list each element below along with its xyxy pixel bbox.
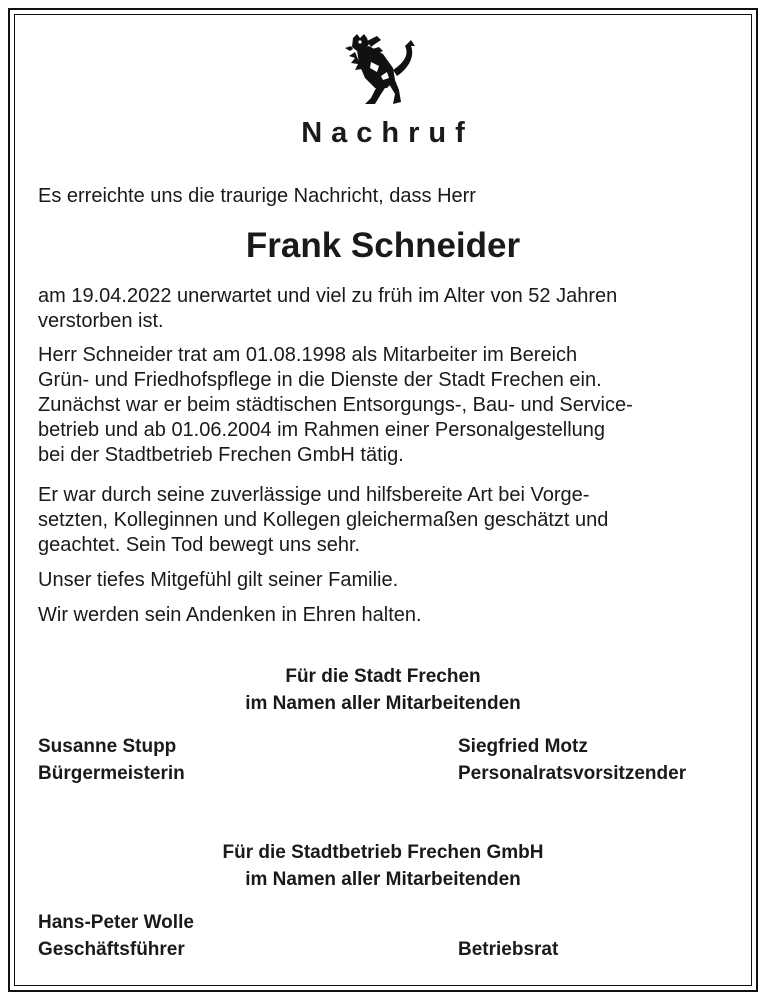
- text-line: verstorben ist.: [38, 310, 164, 332]
- signature-left-company: [38, 909, 194, 963]
- paragraph-3: [38, 483, 732, 558]
- city-heading-line2: im Namen aller Mitarbeitenden: [245, 693, 521, 714]
- text-line: bei der Stadtbetrieb Frechen GmbH tätig.: [38, 444, 404, 466]
- page-title: Nachruf: [301, 117, 474, 149]
- paragraph-2: [38, 343, 732, 468]
- company-heading-line1: Für die Stadtbetrieb Frechen GmbH: [222, 842, 544, 863]
- signer-name: Siegfried Motz: [458, 736, 588, 757]
- signer-role: Personalratsvorsitzender: [458, 763, 687, 784]
- company-section-heading: [0, 839, 766, 893]
- intro-text: Es erreichte uns die traurige Nachricht, dass Herr: [38, 185, 476, 207]
- lion-crest-icon: [343, 32, 419, 108]
- city-heading-line1: Für die Stadt Frechen: [285, 666, 481, 687]
- text-line: Herr Schneider trat am 01.08.1998 als Mitarbeiter im Bereich: [38, 344, 578, 366]
- text-line: Er war durch seine zuverlässige und hilfsbereite Art bei Vorge-: [38, 484, 590, 506]
- signature-left-city: [38, 733, 185, 787]
- text-line: Wir werden sein Andenken in Ehren halten.: [38, 604, 422, 626]
- signer-name: Susanne Stupp: [38, 736, 177, 757]
- signer-role: Bürgermeisterin: [38, 763, 185, 784]
- text-line: geachtet. Sein Tod bewegt uns sehr.: [38, 534, 361, 556]
- text-line: Unser tiefes Mitgefühl gilt seiner Familie.: [38, 569, 399, 591]
- text-line: am 19.04.2022 unerwartet und viel zu früh im Alter von 52 Jahren: [38, 285, 618, 307]
- paragraph-1: [38, 284, 732, 334]
- text-line: Grün- und Friedhofspflege in die Dienste der Stadt Frechen ein.: [38, 369, 602, 391]
- signature-right-city: [458, 733, 686, 787]
- city-section-heading: [0, 663, 766, 717]
- text-line: setzten, Kolleginnen und Kollegen gleichermaßen geschätzt und: [38, 509, 609, 531]
- company-heading-line2: im Namen aller Mitarbeitenden: [245, 869, 521, 890]
- paragraph-5: [38, 603, 732, 628]
- text-line: Zunächst war er beim städtischen Entsorgungs-, Bau- und Service-: [38, 394, 633, 416]
- signer-name: Hans-Peter Wolle: [38, 912, 194, 933]
- signer-role: Geschäftsführer: [38, 939, 185, 960]
- signer-role: Betriebsrat: [458, 939, 559, 960]
- paragraph-4: [38, 568, 732, 593]
- text-line: betrieb und ab 01.06.2004 im Rahmen einer Personalgestellung: [38, 419, 606, 441]
- signature-right-company: [458, 936, 558, 963]
- deceased-name: Frank Schneider: [245, 226, 521, 265]
